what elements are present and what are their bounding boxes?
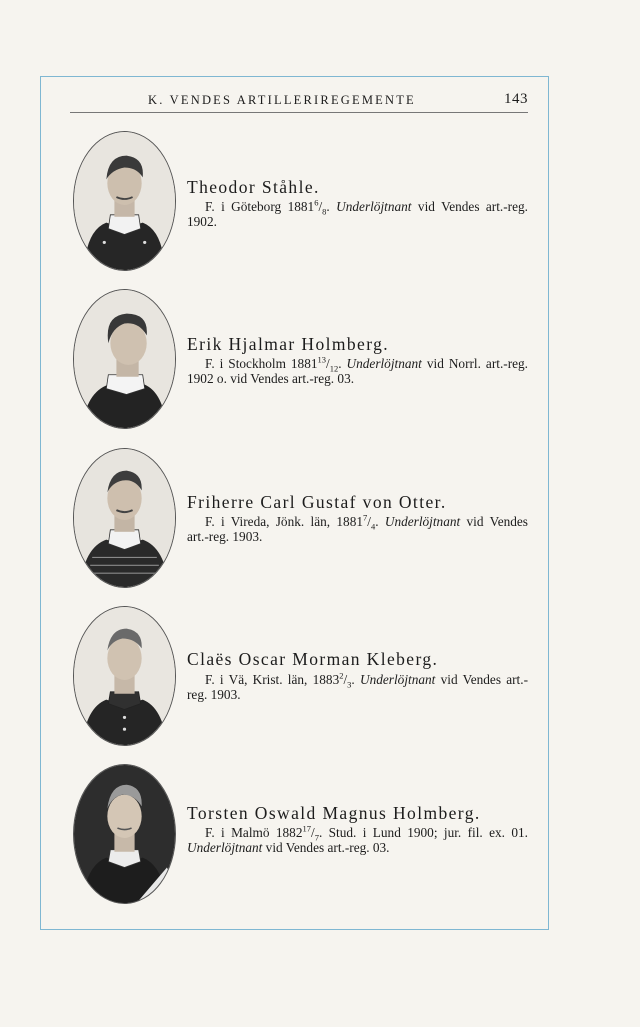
running-head: K. VENDES ARTILLERIREGEMENTE	[148, 93, 416, 107]
page-number: 143	[504, 91, 528, 107]
rank-label: Underlöjtnant	[360, 672, 436, 687]
rank-label: Underlöjtnant	[187, 840, 263, 855]
portrait-photo	[73, 131, 176, 271]
entry-text: F. i Malmö $1882^{17}/_7$. Stud. i Lund 1900; jur. fil. ex. 01. Underlöjtnant vid Vendes art.-reg. 03.	[187, 823, 528, 855]
rank-label: Underlöjtnant	[346, 356, 422, 371]
entry-name: Torsten Oswald Magnus Holmberg.	[187, 803, 481, 823]
page-header	[70, 92, 528, 113]
rank-label: Underlöjtnant	[384, 514, 461, 529]
entry-name: Claës Oscar Morman Kleberg.	[187, 649, 439, 669]
entry-text: F. i Vä, Krist. län, $1883^2/_3$. Underlöjtnant vid Vendes art.-reg. 1903.	[187, 670, 529, 702]
entry-name: Erik Hjalmar Holmberg.	[187, 334, 390, 354]
entry-name: Friherre Carl Gustaf von Otter.	[187, 492, 447, 512]
entry-text: F. i Stockholm $1881^{13}/_{12}$. Underlöjtnant vid Norrl. art.-reg. 1902 o. vid Vendes art.-reg. 03.	[187, 354, 528, 386]
rank-label: Underlöjtnant	[336, 199, 412, 214]
portrait-photo	[73, 606, 176, 746]
entry-text: F. i Vireda, Jönk. län, $1881^7/_4$. Underlöjtnant vid Vendes art.-reg. 1903.	[187, 512, 528, 544]
portrait-photo	[73, 764, 176, 904]
portrait-photo	[73, 289, 176, 429]
entry-name: Theodor Ståhle.	[187, 177, 320, 197]
portrait-photo	[73, 448, 176, 588]
entry-text: F. i Göteborg $1881^6/_8$. Underlöjtnant vid Vendes art.-reg. 1902.	[187, 197, 528, 229]
